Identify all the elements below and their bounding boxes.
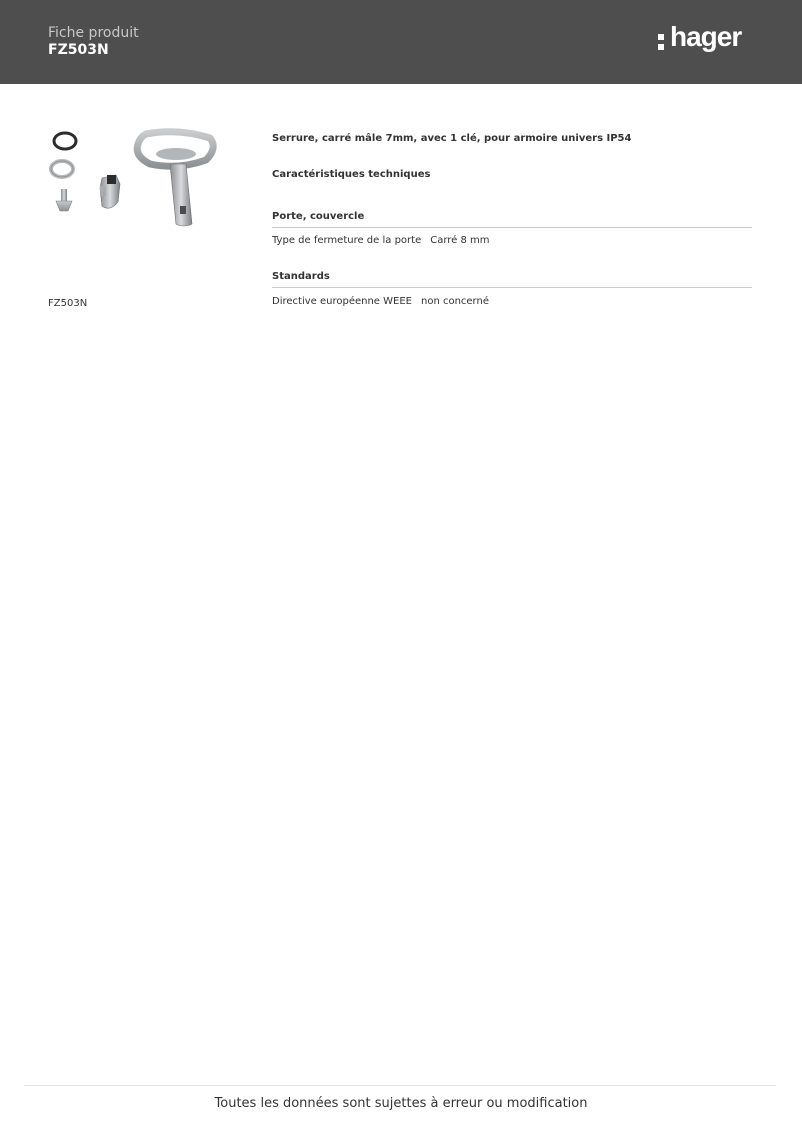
spec-value: non concerné <box>420 296 489 307</box>
product-reference: FZ503N <box>48 298 88 309</box>
product-image <box>46 128 226 232</box>
product-title: Serrure, carré mâle 7mm, avec 1 clé, pour armoire univers IP54 <box>272 133 632 144</box>
header-label: Fiche produit <box>48 25 139 41</box>
logo-dot-bottom <box>658 44 664 50</box>
header-bar <box>0 0 802 84</box>
header-reference: FZ503N <box>48 42 109 58</box>
spec-row <box>272 296 489 307</box>
washer-icon <box>51 161 73 177</box>
spec-label: Directive européenne WEEE <box>272 296 412 307</box>
logo-text: hager <box>670 21 742 52</box>
logo-dot-top <box>658 34 664 40</box>
screw-icon <box>56 189 72 211</box>
specs-heading: Caractéristiques techniques <box>272 169 431 180</box>
o-ring-icon <box>54 133 76 149</box>
section-title-standards: Standards <box>272 271 752 288</box>
lock-cylinder-icon <box>100 175 120 208</box>
key-icon <box>137 132 213 226</box>
section-title-door: Porte, couvercle <box>272 211 752 228</box>
footer-disclaimer: Toutes les données sont sujettes à erreur ou modification <box>214 1096 588 1111</box>
spec-row <box>272 235 490 246</box>
spec-value: Carré 8 mm <box>430 235 490 246</box>
spec-label: Type de fermeture de la porte <box>272 235 422 246</box>
hager-logo <box>656 22 756 60</box>
footer-divider <box>24 1085 776 1086</box>
